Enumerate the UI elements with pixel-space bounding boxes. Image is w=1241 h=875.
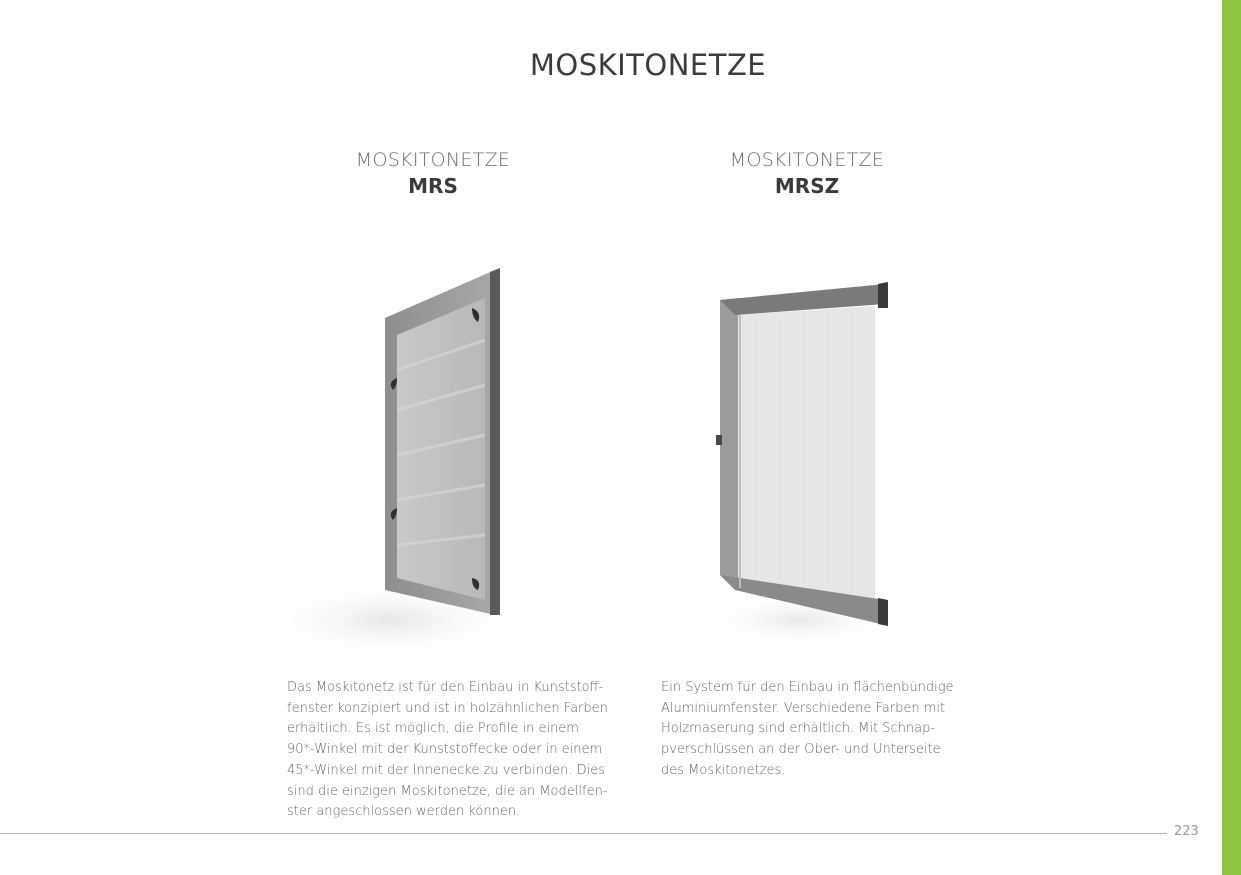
product-code: MRSZ [774, 174, 840, 198]
description-line: pverschlüssen an der Ober- und Unterseite [661, 742, 941, 758]
description-line: sind die einzigen Moskitonetze, die an Modellfen- [287, 783, 608, 799]
product-subtitle: MOSKITONETZE [355, 149, 511, 171]
mrs-description [287, 678, 607, 823]
page-title: MOSKITONETZE [529, 48, 767, 82]
description-line: erhältlich. Es ist möglich, die Profile in einem [287, 721, 579, 737]
description-line: Das Moskitonetz ist für den Einbau in Kunststoff- [287, 680, 604, 695]
product-heading-mrs [283, 148, 583, 199]
page-number: 223 [1174, 824, 1199, 839]
product-code: MRS [408, 174, 458, 198]
mrsz-product-image [690, 270, 930, 650]
description-line: des Moskitonetzes. [661, 762, 786, 778]
description-line: 45*-Winkel mit der Innenecke zu verbinden. Dies [287, 762, 606, 778]
description-line: Ein System für den Einbau in flächenbündige [661, 680, 954, 695]
accent-side-bar [1222, 0, 1241, 875]
description-line: Holzmaserung sind erhältlich. Mit Schnap- [661, 721, 936, 737]
product-heading-mrsz [657, 148, 957, 199]
footer-divider [0, 833, 1167, 834]
product-subtitle: MOSKITONETZE [729, 149, 885, 171]
description-line: fenster konzipiert und ist in holzähnlichen Farben [287, 700, 608, 716]
mrsz-description [661, 678, 961, 782]
mrs-product-image [250, 260, 530, 660]
description-line: ster angeschlossen werden können. [287, 804, 521, 820]
description-line: 90*-Winkel mit der Kunststoffecke oder in einem [287, 742, 603, 758]
description-line: Aluminiumfenster. Verschiedene Farben mit [661, 700, 946, 716]
